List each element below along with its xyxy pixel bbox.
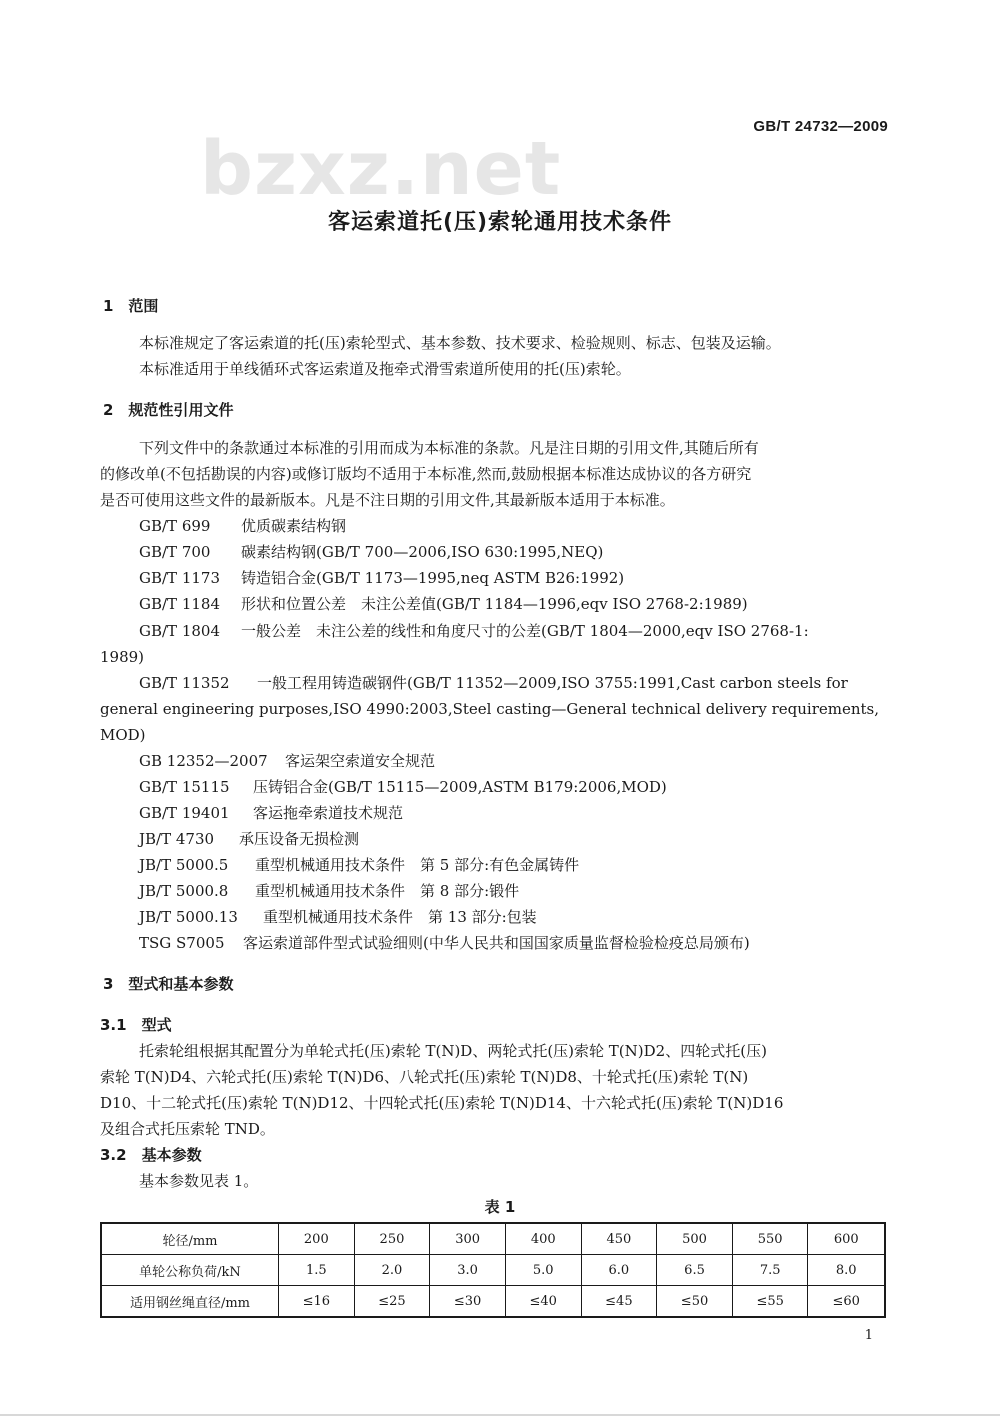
table-row	[101, 1223, 885, 1255]
table-cell: 500	[657, 1223, 733, 1255]
reference-item	[139, 516, 346, 536]
table-cell: 5.0	[505, 1255, 581, 1286]
section-3-heading: 3 型式和基本参数	[103, 975, 234, 993]
table-cell: ≤25	[354, 1286, 430, 1318]
section-3-2-paragraph: 基本参数见表 1。	[139, 1172, 259, 1190]
table-cell: 8.0	[808, 1255, 885, 1286]
table-cell: 6.5	[657, 1255, 733, 1286]
reference-code: JB/T 5000.8	[139, 882, 229, 900]
reference-title: 铸造铝合金(GB/T 1173—1995,neq ASTM B26:1992)	[241, 569, 625, 587]
reference-item	[139, 907, 537, 927]
reference-item	[139, 933, 750, 953]
reference-code: GB 12352—2007	[139, 752, 268, 770]
reference-title: 客运索道部件型式试验细则(中华人民共和国国家质量监督检验检疫总局颁布)	[243, 934, 750, 952]
table-cell: 450	[581, 1223, 657, 1255]
reference-code: GB/T 1184	[139, 595, 221, 613]
reference-item	[139, 829, 359, 849]
section-2-paragraph-line-3: 是否可使用这些文件的最新版本。凡是不注日期的引用文件,其最新版本适用于本标准。	[100, 491, 675, 509]
table-cell: 400	[505, 1223, 581, 1255]
reference-continuation: MOD)	[100, 726, 146, 744]
table-cell: 300	[430, 1223, 506, 1255]
reference-continuation: 1989)	[100, 648, 145, 666]
table-cell: ≤50	[657, 1286, 733, 1318]
reference-item	[139, 803, 403, 823]
reference-item	[139, 777, 667, 797]
table-cell: ≤40	[505, 1286, 581, 1318]
reference-title: 压铸铝合金(GB/T 15115—2009,ASTM B179:2006,MOD)	[253, 778, 667, 796]
section-1-paragraph-2: 本标准适用于单线循环式客运索道及拖牵式滑雪索道所使用的托(压)索轮。	[139, 360, 631, 378]
reference-title: 一般公差 未注公差的线性和角度尺寸的公差(GB/T 1804—2000,eqv ISO 2768-1:	[241, 622, 809, 640]
table-cell: ≤45	[581, 1286, 657, 1318]
section-2-paragraph-line-1: 下列文件中的条款通过本标准的引用而成为本标准的条款。凡是注日期的引用文件,其随后所有	[139, 439, 759, 457]
standard-code: GB/T 24732—2009	[753, 118, 888, 135]
reference-code: JB/T 5000.5	[139, 856, 229, 874]
reference-code: GB/T 1804	[139, 622, 221, 640]
reference-code: GB/T 699	[139, 517, 211, 535]
table-cell: ≤16	[279, 1286, 355, 1318]
reference-title: 重型机械通用技术条件 第 5 部分:有色金属铸件	[255, 856, 580, 874]
reference-item	[139, 542, 603, 562]
table-caption: 表 1	[484, 1198, 516, 1216]
reference-code: JB/T 5000.13	[139, 908, 238, 926]
reference-code: GB/T 15115	[139, 778, 230, 796]
reference-title: 承压设备无损检测	[239, 830, 360, 848]
section-3-1-paragraph-line-3: D10、十二轮式托(压)索轮 T(N)D12、十四轮式托(压)索轮 T(N)D14、十六轮式托(压)索轮 T(N)D16	[100, 1094, 784, 1112]
reference-item	[139, 751, 435, 771]
table-cell: 1.5	[279, 1255, 355, 1286]
reference-code: GB/T 1173	[139, 569, 221, 587]
reference-code: GB/T 700	[139, 543, 211, 561]
parameters-table	[100, 1222, 886, 1318]
page-edge-divider	[0, 1414, 1000, 1416]
row-header: 适用钢丝绳直径/mm	[101, 1286, 279, 1318]
reference-title: 客运拖牵索道技术规范	[253, 804, 404, 822]
section-3-2-heading: 3.2 基本参数	[100, 1146, 202, 1164]
table-cell: 7.5	[732, 1255, 808, 1286]
section-2-heading: 2 规范性引用文件	[103, 401, 234, 419]
table-cell: 6.0	[581, 1255, 657, 1286]
section-2-paragraph-line-2: 的修改单(不包括勘误的内容)或修订版均不适用于本标准,然而,鼓励根据本标准达成协议的各方研究	[100, 465, 752, 483]
reference-code: GB/T 11352	[139, 674, 230, 692]
table-cell: 600	[808, 1223, 885, 1255]
reference-item	[139, 568, 624, 588]
reference-item	[139, 594, 748, 614]
reference-title: 形状和位置公差 未注公差值(GB/T 1184—1996,eqv ISO 2768-2:1989)	[241, 595, 748, 613]
table-cell: 2.0	[354, 1255, 430, 1286]
reference-item	[139, 881, 519, 901]
reference-title: 优质碳素结构钢	[241, 517, 347, 535]
section-1-paragraph-1: 本标准规定了客运索道的托(压)索轮型式、基本参数、技术要求、检验规则、标志、包装及运输。	[139, 334, 781, 352]
section-3-1-paragraph-line-2: 索轮 T(N)D4、六轮式托(压)索轮 T(N)D6、八轮式托(压)索轮 T(N)D8、十轮式托(压)索轮 T(N)	[100, 1068, 749, 1086]
table-cell: 550	[732, 1223, 808, 1255]
reference-title: 碳素结构钢(GB/T 700—2006,ISO 630:1995,NEQ)	[241, 543, 604, 561]
reference-title: 一般工程用铸造碳钢件(GB/T 11352—2009,ISO 3755:1991,Cast carbon steels for	[257, 674, 848, 692]
table-row	[101, 1255, 885, 1286]
table-cell: 3.0	[430, 1255, 506, 1286]
section-1-heading: 1 范围	[103, 297, 159, 315]
row-header: 单轮公称负荷/kN	[101, 1255, 279, 1286]
table-row	[101, 1286, 885, 1318]
page-title: 客运索道托(压)索轮通用技术条件	[327, 210, 673, 235]
table-cell: 250	[354, 1223, 430, 1255]
reference-continuation: general engineering purposes,ISO 4990:2003,Steel casting—General technical delivery requirements,	[100, 700, 879, 718]
reference-title: 重型机械通用技术条件 第 13 部分:包装	[263, 908, 537, 926]
page-number: 1	[864, 1328, 873, 1343]
section-3-1-paragraph-line-4: 及组合式托压索轮 TND。	[100, 1120, 275, 1138]
reference-item	[139, 621, 809, 641]
reference-item	[139, 673, 848, 693]
reference-item	[139, 855, 579, 875]
table-cell: ≤55	[732, 1286, 808, 1318]
row-header: 轮径/mm	[101, 1223, 279, 1255]
table-cell: ≤30	[430, 1286, 506, 1318]
section-3-1-paragraph-line-1: 托索轮组根据其配置分为单轮式托(压)索轮 T(N)D、两轮式托(压)索轮 T(N)D2、四轮式托(压)	[139, 1042, 767, 1060]
table-cell: 200	[279, 1223, 355, 1255]
reference-title: 重型机械通用技术条件 第 8 部分:锻件	[255, 882, 520, 900]
watermark: bzxz.net	[200, 126, 562, 212]
reference-code: TSG S7005	[139, 934, 225, 952]
reference-title: 客运架空索道安全规范	[285, 752, 436, 770]
reference-code: GB/T 19401	[139, 804, 230, 822]
section-3-1-heading: 3.1 型式	[100, 1016, 172, 1034]
table-cell: ≤60	[808, 1286, 885, 1318]
reference-code: JB/T 4730	[139, 830, 215, 848]
